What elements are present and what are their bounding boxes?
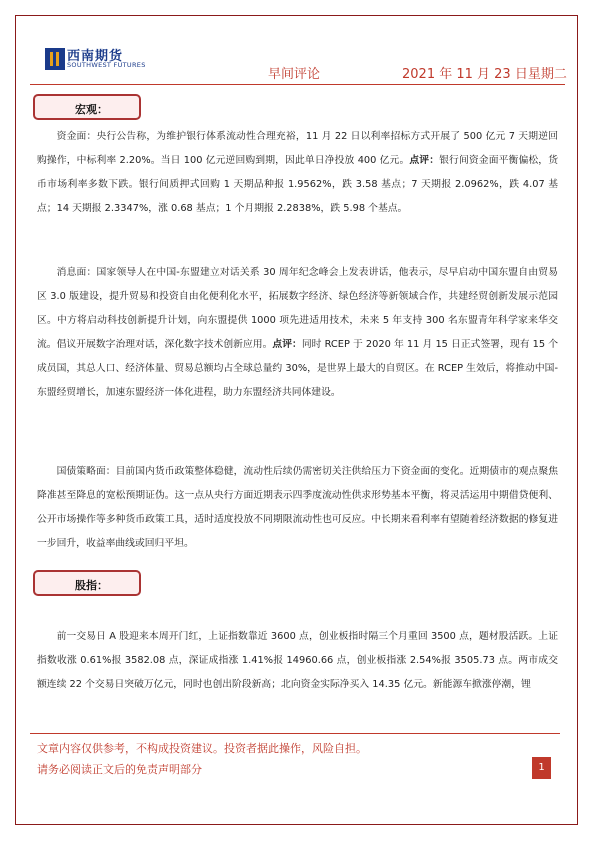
paragraph-funding: 资金面：央行公告称，为维护银行体系流动性合理充裕，11 月 22 日以利率招标方式开展了 500 亿元 7 天期逆回购操作，中标利率 2.20%。当日 100 亿元逆回购到期，因此单日净投放 400 亿元。点评：银行间资金面平衡偏松，货币市场利率多数下跌。银行间质押式回购 1 天期品种报 1.9562%，跌 3.58 基点；7 天期报 2.0962%，跌 4.07 基点；14 天期报 2.3347%，涨 0.68 基点；1 个月期报 2.2838%，跌 5.98 个基点。 bbox=[37, 131, 558, 214]
section-label: 宏观： bbox=[75, 103, 108, 116]
comment-label: 点评： bbox=[272, 339, 302, 350]
paragraph-bond-strategy: 国债策略面：目前国内货币政策整体稳健，流动性后续仍需密切关注供给压力下资金面的变化。近期债市的观点聚焦降准甚至降息的宽松预期证伪。这一点从央行方面近期表示四季度流动性供求形势基本平衡，将灵活运用中期借贷便利、公开市场操作等多种货币政策工具，适时适度投放不同期限流动性也可反应。中长期来看利率有望随着经济数据的修复进一步回升，收益率曲线或回归平坦。 bbox=[37, 466, 558, 549]
disclaimer-notice: 请务必阅读正文后的免责声明部分 bbox=[37, 763, 202, 776]
page-number: 1 bbox=[532, 757, 551, 779]
section-tag-stock-index bbox=[33, 570, 141, 596]
comment-label: 点评： bbox=[409, 155, 440, 166]
logo-text-cn: 西南期货 bbox=[67, 49, 124, 64]
footer-divider bbox=[30, 733, 560, 734]
section-label: 股指： bbox=[75, 579, 108, 592]
logo-mark-icon bbox=[44, 46, 66, 72]
disclaimer-text: 文章内容仅供参考，不构成投资建议。投资者据此操作，风险自担。 bbox=[37, 742, 367, 755]
paragraph-news: 消息面：国家领导人在中国-东盟建立对话关系 30 周年纪念峰会上发表讲话，他表示，尽早启动中国东盟自由贸易区 3.0 版建设，提升贸易和投资自由化便利化水平，拓展数字经济、绿色经济等新领域合作，共建经贸创新发展示范园区。中方将启动科技创新提升计划，向东盟提供 1000 项先进适用技术，未来 5 年支持 300 名东盟青年科学家来华交流。倡议开展数字治理对话，深化数字技术创新应用。点评：同时 RCEP 于 2020 年 11 月 15 日正式签署，现有 15 个成员国，其总人口、经济体量、贸易总额均占全球总量约 30%，是世界上最大的自贸区。在 RCEP 生效后，将推动中国-东盟经贸增长，加速东盟经济一体化进程，助力东盟经济共同体建设。 bbox=[37, 267, 559, 398]
header-divider bbox=[30, 84, 565, 85]
report-title: 早间评论 bbox=[268, 67, 321, 82]
logo-text-en: SOUTHWEST FUTURES bbox=[67, 61, 146, 69]
report-date: 2021 年 11 月 23 日星期二 bbox=[402, 67, 567, 82]
paragraph-stock-index: 前一交易日 A 股迎来本周开门红，上证指数靠近 3600 点，创业板指时隔三个月重回 3500 点，题材股活跃。上证指数收涨 0.61%报 3582.08 点，深证成指涨 1.41%报 14960.66 点，创业板指涨 2.54%报 3505.73 点。两市成交额连续 22 个交易日突破万亿元，同时也创出阶段新高；北向资金实际净买入 14.35 亿元。新能源车掀涨停潮，锂 bbox=[37, 631, 558, 690]
section-tag-macro bbox=[33, 94, 141, 120]
company-logo bbox=[44, 44, 146, 76]
